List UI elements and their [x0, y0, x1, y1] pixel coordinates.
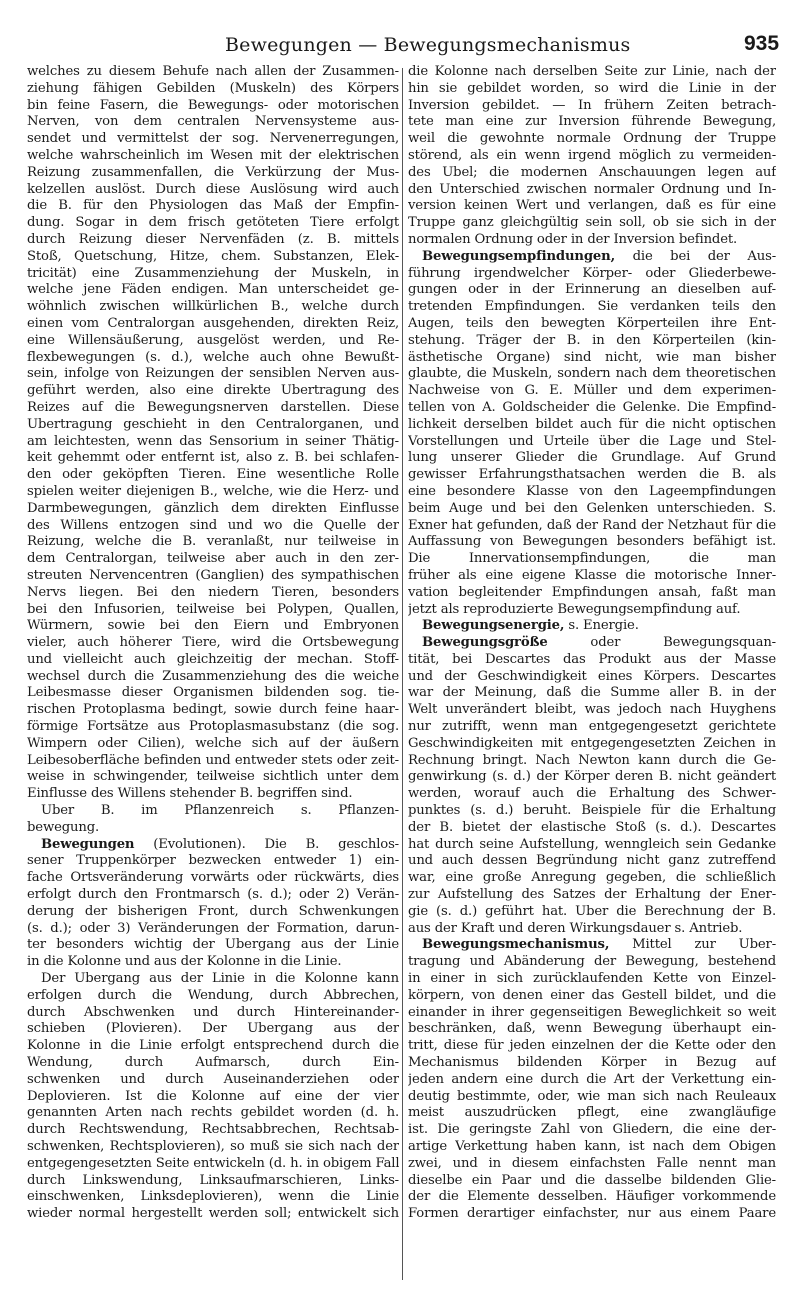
line-text: Exner hat gefunden, daß der Rand der Netzhaut für die	[408, 517, 776, 533]
line-text: punktes (s. d.) beruht. Beispiele für die Erhaltung	[408, 803, 776, 819]
line-text: dieselbe ein Paar und die dasselbe bildenden Glie-	[408, 1172, 776, 1188]
line-text: einen vom Centralorgan ausgehenden, direkten Reiz,	[27, 315, 399, 331]
line-text: Augen, teils den bewegten Körperteilen ihre Ent-	[408, 315, 776, 331]
line-text: Über B. im Pflanzenreich s. Pflanzen-	[41, 803, 399, 819]
text-line	[408, 1173, 776, 1190]
text-line	[27, 736, 399, 753]
text-line	[408, 484, 776, 501]
line-text: Übertragung geschieht in den Centralorganen, und	[27, 416, 399, 432]
text-line	[27, 971, 399, 988]
text-line	[408, 1156, 776, 1173]
line-text: war, eine große Anregung gegeben, die schließlich	[408, 870, 776, 886]
line-text: des Übel; die modernen Anschauungen legen auf	[408, 164, 776, 180]
text-line	[27, 1021, 399, 1038]
entry-line	[408, 635, 776, 652]
line-text: Wimpern oder Cilien), welche sich auf der äußern	[27, 735, 399, 751]
line-text: tritt, diese für jeden einzelnen der die Kette oder den	[408, 1038, 776, 1054]
line-text: Leibesmasse dieser Organismen bildenden sog. tie-	[27, 685, 399, 701]
text-line	[27, 333, 399, 350]
line-text: tete man eine zur Inversion führende Bewegung,	[408, 114, 776, 130]
text-line	[27, 165, 399, 182]
text-line	[408, 333, 776, 350]
line-text: keit gehemmt oder entfernt ist, also z. B. bei schlafen-	[27, 450, 399, 466]
line-text: Welt unverändert bleibt, was jedoch nach Huyghens	[408, 702, 776, 718]
line-text: die bei der Aus-	[615, 248, 776, 264]
text-line	[27, 98, 399, 115]
text-line	[408, 551, 776, 568]
text-line	[27, 534, 399, 551]
text-line	[408, 753, 776, 770]
line-text: streuten Nervencentren (Ganglien) des sympathischen	[27, 567, 399, 583]
text-line	[27, 921, 399, 938]
line-text: Reizes auf die Bewegungsnerven darstellen. Diese	[27, 399, 399, 415]
line-text: artige Verkettung haben kann, ist nach dem Obigen	[408, 1139, 776, 1154]
line-text: ter besonders wichtig der Übergang aus der Linie	[27, 937, 399, 953]
line-text: Vorstellungen und Urteile über die Lage und Stel-	[408, 433, 776, 449]
line-text: weil die gewohnte normale Ordnung der Truppe	[408, 131, 776, 147]
text-line	[408, 266, 776, 283]
text-line	[408, 870, 776, 887]
text-line	[27, 501, 399, 518]
line-text: rischen Protoplasma bedingt, sowie durch feine haar-	[27, 702, 399, 718]
line-text: welche wahrscheinlich im Wesen mit der elektrischen	[27, 147, 399, 163]
text-line	[408, 786, 776, 803]
text-line	[27, 249, 399, 266]
line-text: vation begleitender Empfindungen ansah, faßt man	[408, 584, 776, 600]
text-line	[27, 1072, 399, 1089]
text-line	[27, 81, 399, 98]
line-text: hin sie gebildet worden, so wird die Linie in der	[408, 80, 776, 96]
text-line	[27, 820, 399, 837]
text-line	[408, 921, 776, 938]
text-line	[27, 786, 399, 803]
text-line	[27, 299, 399, 316]
text-line	[27, 1005, 399, 1022]
line-text: Die Innervationsempfindungen, die man	[408, 551, 776, 567]
text-line	[27, 937, 399, 954]
text-line	[27, 450, 399, 467]
text-line	[27, 635, 399, 652]
line-text: Deplovieren. Ist die Kolonne auf eine der vier	[27, 1088, 399, 1104]
line-text: des Willens entzogen sind und wo die Quelle der	[27, 517, 399, 533]
line-text: der die Elemente desselben. Häufiger vorkommende	[408, 1189, 776, 1205]
line-text: genwirkung (s. d.) der Körper deren B. nicht geändert	[408, 769, 776, 785]
text-line	[27, 1173, 399, 1190]
line-text: störend, als ein wenn irgend möglich zu vermeiden-	[408, 147, 776, 163]
text-line	[27, 434, 399, 451]
text-line	[27, 215, 399, 232]
line-text: in die Kolonne und aus der Kolonne in die Linie.	[27, 954, 342, 970]
line-text: jeden andern eine durch die Art der Verkettung ein-	[408, 1071, 776, 1087]
line-text: körpern, von denen einer das Gestell bildet, und die	[408, 987, 776, 1003]
line-text: durch Abschwenken und durch Hintereinander-	[27, 1004, 399, 1020]
line-text: und der Geschwindigkeit eines Körpers. Descartes	[408, 668, 776, 684]
line-text: durch Rechtswendung, Rechtsabbrechen, Rechtsab-	[27, 1122, 399, 1138]
line-text: Leibesoberfläche befinden und entweder stets oder zeit-	[27, 752, 399, 768]
text-line	[27, 669, 399, 686]
text-line	[408, 1055, 776, 1072]
line-text: bin feine Fasern, die Bewegungs- oder motorischen	[27, 97, 399, 113]
line-text: version keinen Wert und verlangen, daß es für eine	[408, 198, 776, 214]
entry-line	[408, 249, 776, 266]
line-text: den Unterschied zwischen normaler Ordnung und In-	[408, 181, 776, 197]
text-line	[27, 484, 399, 501]
entry-headword: Bewegungsenergie,	[422, 618, 565, 634]
line-text: glaubte, die Muskeln, sondern nach dem theoretischen	[408, 366, 776, 382]
line-text: die B. für den Physiologen das Maß der Empfin-	[27, 198, 399, 214]
line-text: deutig bestimmte, oder, wie man sich nach Reuleaux	[408, 1088, 776, 1104]
text-line	[408, 1038, 776, 1055]
text-line	[408, 1189, 776, 1206]
line-text: Nachweise von G. E. Müller und dem experimen-	[408, 383, 776, 399]
line-text: schwenken, Rechtsplovieren), so muß sie sich nach der	[27, 1139, 399, 1154]
text-line	[27, 551, 399, 568]
text-line	[27, 585, 399, 602]
text-line	[27, 518, 399, 535]
running-title: Bewegungen — Bewegungsmechanismus	[225, 34, 631, 56]
line-text: normalen Ordnung oder in der Inversion befindet.	[408, 231, 738, 247]
text-line	[408, 98, 776, 115]
line-text: durch Reizung dieser Nervenfäden (z. B. mittels	[27, 231, 399, 247]
line-text: am leichtesten, wenn das Sensorium in seiner Thätig-	[27, 433, 399, 449]
text-line	[27, 266, 399, 283]
page-number: 935	[744, 32, 780, 55]
line-text: entgegengesetzten Seite entwickeln (d. h. in obigem Fall	[27, 1155, 399, 1171]
text-line	[408, 1122, 776, 1139]
line-text: Einflusse des Willens stehender B. begriffen sind.	[27, 786, 353, 802]
text-line	[408, 652, 776, 669]
text-line	[408, 669, 776, 686]
line-text: gungen oder in der Erinnerung an dieselben auf-	[408, 282, 776, 298]
text-line	[27, 350, 399, 367]
entry-line	[27, 837, 399, 854]
line-text: beschränken, daß, wenn Bewegung überhaupt ein-	[408, 1021, 776, 1037]
text-line	[408, 887, 776, 904]
text-line	[27, 282, 399, 299]
text-line	[27, 887, 399, 904]
entry-line	[408, 618, 776, 635]
text-line	[27, 114, 399, 131]
text-line	[27, 198, 399, 215]
text-line	[408, 131, 776, 148]
text-line	[408, 366, 776, 383]
entry-headword: Bewegungen	[41, 836, 135, 852]
text-line	[408, 904, 776, 921]
text-line	[408, 585, 776, 602]
text-line	[27, 417, 399, 434]
line-text: genannten Arten nach rechts gebildet worden (d. h.	[27, 1105, 399, 1121]
line-text: Inversion gebildet. — In frühern Zeiten betrach-	[408, 97, 776, 113]
line-text: jetzt als reproduzierte Bewegungsempfindung auf.	[408, 601, 741, 617]
line-text: lung unserer Glieder die Grundlage. Auf Grund	[408, 450, 776, 466]
entry-headword: Bewegungsmechanismus,	[422, 937, 610, 953]
text-line	[408, 316, 776, 333]
line-text: in einer in sich zurücklaufenden Kette von Einzel-	[408, 971, 776, 987]
text-line	[408, 350, 776, 367]
text-line	[408, 988, 776, 1005]
line-text: ziehung fähigen Gebilden (Muskeln) des Körpers	[27, 80, 399, 96]
line-text: durch Linkswendung, Linksaufmarschieren, Links-	[27, 1172, 399, 1188]
text-line	[408, 702, 776, 719]
line-text: schieben (Plovieren). Der Übergang aus der	[27, 1021, 399, 1037]
line-text: förmige Fortsätze aus Protoplasmasubstanz (die sog.	[27, 719, 399, 735]
text-line	[408, 450, 776, 467]
line-text: ist. Die geringste Zahl von Gliedern, die eine der-	[408, 1122, 776, 1138]
line-text: werden, worauf auch die Erhaltung des Schwer-	[408, 786, 776, 802]
line-text: die Kolonne nach derselben Seite zur Linie, nach der	[408, 64, 776, 79]
text-line	[27, 1055, 399, 1072]
line-text: oder Bewegungsquan-	[547, 635, 776, 651]
text-line	[408, 64, 776, 81]
text-line	[408, 383, 776, 400]
line-text: hat durch seine Aufstellung, wenngleich sein Gedanke	[408, 836, 776, 852]
text-line	[27, 702, 399, 719]
text-line	[408, 501, 776, 518]
line-text: tragung und Abänderung der Bewegung, bestehend	[408, 954, 776, 970]
text-line	[27, 769, 399, 786]
text-line	[27, 719, 399, 736]
line-text: einander in ihrer gegenseitigen Beweglichkeit so weit	[408, 1004, 776, 1020]
line-text: derung der bisherigen Front, durch Schwenkungen	[27, 903, 399, 919]
line-text: den oder geköpften Tieren. Eine wesentliche Rolle	[27, 467, 399, 483]
text-line	[27, 988, 399, 1005]
text-line	[27, 148, 399, 165]
line-text: Nerven, von dem centralen Nervensysteme aus-	[27, 114, 399, 130]
text-line	[27, 904, 399, 921]
text-line	[408, 820, 776, 837]
text-line	[27, 383, 399, 400]
line-text: Der Übergang aus der Linie in die Kolonne kann	[41, 971, 399, 987]
text-line	[408, 837, 776, 854]
text-line	[27, 316, 399, 333]
text-line	[27, 366, 399, 383]
text-line	[27, 400, 399, 417]
line-text: bei den Infusorien, teilweise bei Polypen, Quallen,	[27, 601, 399, 617]
line-text: lichkeit derselben bildet auch für die nicht optischen	[408, 416, 776, 432]
text-line	[408, 1072, 776, 1089]
line-text: stehung. Träger der B. in den Körperteilen (kin-	[408, 332, 776, 348]
text-line	[27, 1206, 399, 1223]
text-line	[408, 434, 776, 451]
entry-headword: Bewegungsgröße	[422, 635, 548, 651]
line-text: tellen von A. Goldscheider die Gelenke. Die Empfind-	[408, 399, 776, 415]
text-line	[408, 232, 776, 249]
line-text: flexbewegungen (s. d.), welche auch ohne Bewußt-	[27, 349, 399, 365]
text-line	[408, 1089, 776, 1106]
text-line	[408, 954, 776, 971]
text-line	[408, 853, 776, 870]
line-text: Kolonne in die Linie erfolgt entsprechend durch die	[27, 1038, 399, 1054]
text-line	[27, 131, 399, 148]
text-line	[27, 1105, 399, 1122]
text-line	[27, 1038, 399, 1055]
text-line	[27, 753, 399, 770]
text-line	[408, 165, 776, 182]
line-text: dung. Sogar in dem frisch getöteten Tiere erfolgt	[27, 215, 399, 231]
line-text: welche jene Fäden endigen. Man unterscheidet ge-	[27, 282, 399, 298]
line-text: weise in schwingender, teilweise sichtlich unter dem	[27, 769, 399, 785]
text-line	[408, 282, 776, 299]
line-text: welches zu diesem Behufe nach allen der Zusammen-	[27, 64, 399, 79]
line-text: Würmern, sowie bei den Eiern und Embryonen	[27, 618, 399, 634]
line-text: der B. bietet der elastische Stoß (s. d.). Descartes	[408, 819, 776, 835]
line-text: sein, infolge von Reizungen der sensiblen Nerven aus-	[27, 366, 399, 382]
text-line	[408, 1139, 776, 1156]
left-column	[27, 64, 399, 1223]
line-text: beim Auge und bei den Gelenken unterschieden. S.	[408, 500, 776, 516]
line-text: Auffassung von Bewegungen besonders befähigt ist.	[408, 534, 776, 550]
right-column	[408, 64, 776, 1223]
entry-line	[408, 937, 776, 954]
line-text: und auch dessen Begründung nicht ganz zutreffend	[408, 853, 776, 869]
line-text: wöhnlich zwischen willkürlichen B., welche durch	[27, 299, 399, 315]
line-text: wieder normal hergestellt werden soll; entwickelt sich	[27, 1206, 399, 1222]
line-text: sener Truppenkörper bezwecken entweder 1) ein-	[27, 853, 399, 869]
text-line	[408, 769, 776, 786]
text-line	[27, 182, 399, 199]
text-line	[27, 685, 399, 702]
line-text: nur zutrifft, wenn man entgegengesetzt gerichtete	[408, 719, 776, 735]
text-line	[27, 803, 399, 820]
text-line	[408, 685, 776, 702]
text-line	[408, 81, 776, 98]
line-text: wechsel durch die Zusammenziehung des die weiche	[27, 668, 399, 684]
line-text: sendet und vermittelst der sog. Nervenerregungen,	[27, 131, 399, 147]
line-text: Nervs liegen. Bei den niedern Tieren, besonders	[27, 584, 399, 600]
text-line	[408, 534, 776, 551]
entry-headword: Bewegungsempfindungen,	[422, 248, 616, 264]
text-line	[408, 1206, 776, 1223]
line-text: war der Meinung, daß die Summe aller B. in der	[408, 685, 776, 701]
text-line	[408, 148, 776, 165]
text-line	[408, 198, 776, 215]
text-line	[408, 182, 776, 199]
line-text: früher als eine eigene Klasse die motorische Inner-	[408, 567, 776, 583]
text-line	[408, 467, 776, 484]
text-line	[408, 736, 776, 753]
line-text: Truppe ganz gleichgültig sein soll, ob sie sich in der	[408, 215, 776, 231]
text-line	[408, 518, 776, 535]
line-text: gewisser Erfahrungsthatsachen werden die B. als	[408, 467, 776, 483]
text-line	[408, 400, 776, 417]
text-line	[408, 1105, 776, 1122]
line-text: (s. d.); oder 3) Veränderungen der Formation, darun-	[27, 920, 399, 936]
line-text: meist auszudrücken pflegt, eine zwangläufige	[408, 1105, 776, 1121]
line-text: Darmbewegungen, gänzlich dem direkten Einflusse	[27, 500, 399, 516]
text-line	[408, 417, 776, 434]
line-text: zwei, und in diesem einfachsten Falle nennt man	[408, 1155, 776, 1171]
text-line	[408, 299, 776, 316]
text-line	[408, 803, 776, 820]
line-text: fache Ortsveränderung vorwärts oder rückwärts, dies	[27, 870, 399, 886]
line-text: bewegung.	[27, 819, 100, 835]
line-text: führung irgendwelcher Körper- oder Gliederbewe-	[408, 265, 776, 281]
text-line	[408, 114, 776, 131]
line-text: Reizung, welche die B. veranlaßt, nur teilweise in	[27, 534, 399, 550]
text-line	[27, 954, 399, 971]
text-line	[27, 64, 399, 81]
text-line	[27, 1189, 399, 1206]
text-line	[408, 568, 776, 585]
text-line	[27, 232, 399, 249]
text-line	[27, 568, 399, 585]
text-line	[27, 853, 399, 870]
text-line	[27, 1122, 399, 1139]
line-text: spielen weiter diejenigen B., welche, wie die Herz- und	[27, 483, 399, 499]
text-line	[27, 1139, 399, 1156]
line-text: schwenken und durch Auseinanderziehen oder	[27, 1071, 399, 1087]
line-text: erfolgt durch den Frontmarsch (s. d.); oder 2) Verän-	[27, 887, 399, 903]
line-text: tretenden Empfindungen. Sie verdanken teils den	[408, 299, 776, 315]
line-text: geführt werden, also eine direkte Übertragung des	[27, 383, 399, 399]
text-line	[408, 602, 776, 619]
text-line	[27, 870, 399, 887]
line-text: s. Energie.	[564, 618, 639, 634]
text-line	[27, 602, 399, 619]
line-text: und vielleicht auch gleichzeitig der mechan. Stoff-	[27, 651, 399, 667]
line-text: tität, bei Descartes das Produkt aus der Masse	[408, 651, 776, 667]
column-divider	[402, 68, 403, 1280]
line-text: ästhetische Organe) sind nicht, wie man bisher	[408, 349, 776, 365]
line-text: dem Centralorgan, teilweise aber auch in den zer-	[27, 551, 399, 567]
line-text: eine Willensäußerung, ausgelöst werden, und Re-	[27, 332, 399, 348]
line-text: tricität) eine Zusammenziehung der Muskeln, in	[27, 265, 399, 281]
line-text: Formen derartiger einfachster, nur aus einem Paare	[408, 1206, 776, 1222]
text-line	[27, 1089, 399, 1106]
text-line	[408, 1021, 776, 1038]
text-line	[408, 215, 776, 232]
text-line	[27, 652, 399, 669]
line-text: erfolgen durch die Wendung, durch Abbrechen,	[27, 987, 399, 1003]
line-text: eine besondere Klasse von den Lageempfindungen	[408, 483, 776, 499]
line-text: einschwenken, Linksdeplovieren), wenn die Linie	[27, 1189, 399, 1205]
line-text: Wendung, durch Aufmarsch, durch Ein-	[27, 1055, 399, 1071]
text-line	[408, 1005, 776, 1022]
line-text: Reizung zusammenfallen, die Verkürzung der Mus-	[27, 164, 399, 180]
line-text: vieler, auch höherer Tiere, wird die Ortsbewegung	[27, 635, 399, 651]
text-line	[27, 1156, 399, 1173]
text-line	[408, 719, 776, 736]
text-line	[27, 467, 399, 484]
line-text: Stoß, Quetschung, Hitze, chem. Substanzen, Elek-	[27, 248, 399, 264]
line-text: Mittel zur Über-	[609, 937, 776, 953]
line-text: gie (s. d.) geführt hat. Über die Berechnung der B.	[408, 903, 776, 919]
text-line	[408, 971, 776, 988]
line-text: aus der Kraft und deren Wirkungsdauer s. Antrieb.	[408, 920, 743, 936]
text-line	[27, 618, 399, 635]
line-text: Rechnung bringt. Nach Newton kann durch die Ge-	[408, 752, 776, 768]
line-text: Mechanismus bildenden Körper in Bezug auf	[408, 1055, 776, 1071]
line-text: kelzellen auslöst. Durch diese Auslösung wird auch	[27, 181, 399, 197]
line-text: Geschwindigkeiten mit entgegengesetzten Zeichen in	[408, 735, 776, 751]
page-header	[0, 30, 800, 60]
line-text: (Evolutionen). Die B. geschlos-	[134, 836, 399, 852]
line-text: zur Aufstellung des Satzes der Erhaltung der Ener-	[408, 887, 776, 903]
